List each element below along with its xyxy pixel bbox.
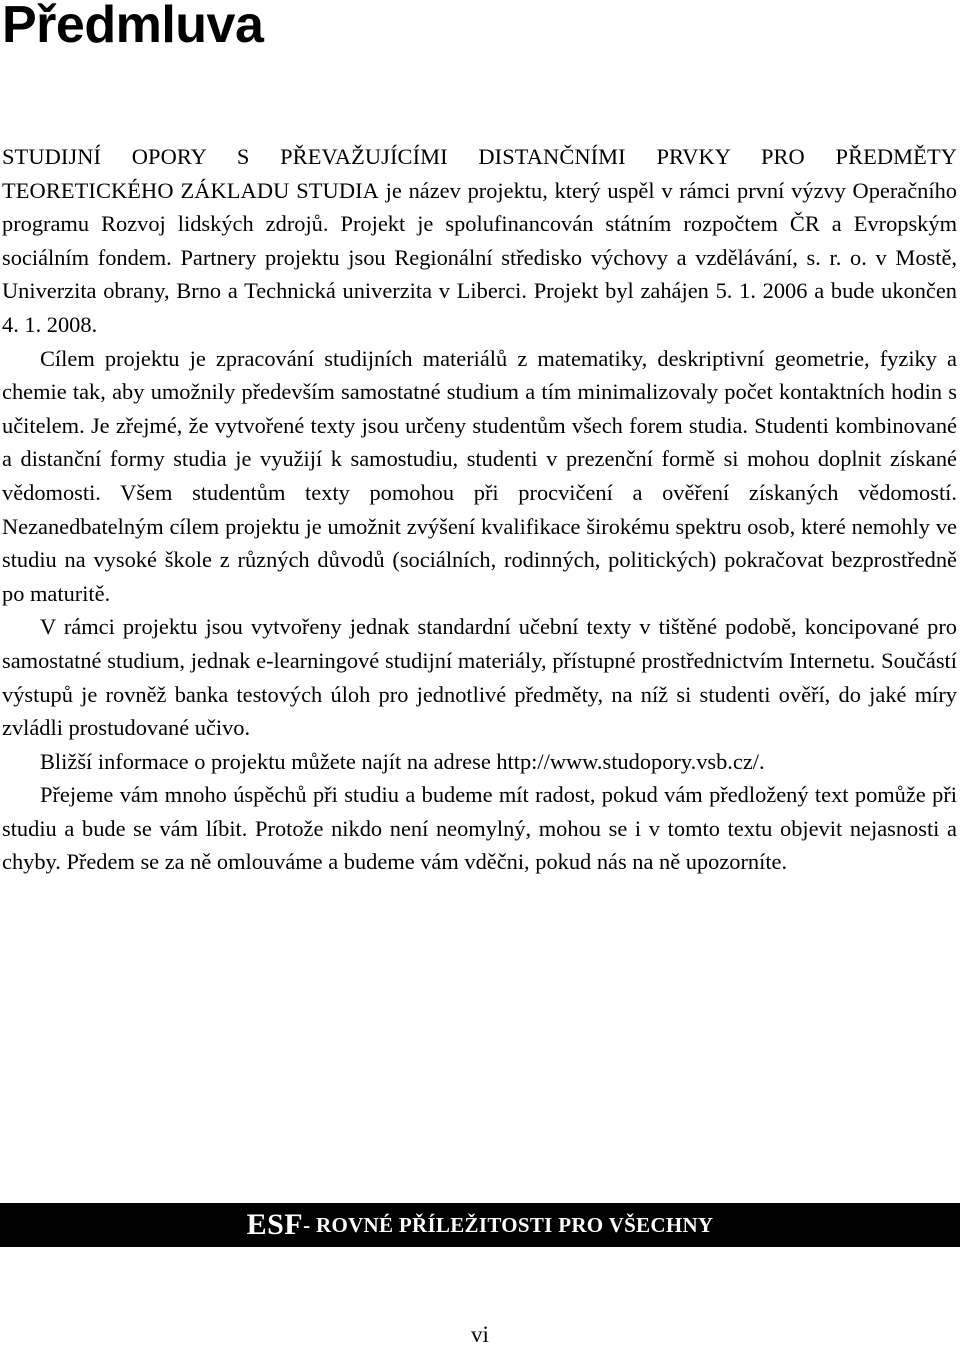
paragraph-project-goal: Cílem projektu je zpracování studijních materiálů z matematiky, deskriptivní geometrie, fyziky a chemie tak, aby umožnily především samostatné studium a tím minimalizovaly počet kontaktních hodin s učitelem. Je zřejmé, že vytvořené texty jsou určeny studentům všech forem studia. Studenti kombinované a distanční formy studia je využijí k samostudiu, studenti v prezenční formě si mohou doplnit získané vědomosti. Všem studentům texty pomohou při procvičení a ověření získaných vědomostí. Nezanedbatelným cílem projektu je umožnit zvýšení kvalifikace širokému spektru osob, které nemohly ve studiu na vysoké škole z různých důvodů (sociálních, rodinných, politických) pokračovat bezprostředně po maturitě. (2, 345, 957, 606)
paragraph-materials: V rámci projektu jsou vytvořeny jednak standardní učební texty v tištěné podobě, koncipované pro samostatné studium, jednak e-learningové studijní materiály, přístupné prostřednictvím Internetu. Součástí výstupů je rovněž banka testových úloh pro jednotlivé předměty, na níž si studenti ověří, do jaké míry zvládli prostudované učivo. (2, 614, 957, 741)
project-intro-text: je název projektu, který uspěl v rámci první výzvy Operačního programu Rozvoj lidských zdrojů. Projekt je spolufinancován státním rozpočtem ČR a Evropským sociálním fondem. Partnery projektu jsou Regionální středisko výchovy a vzdělávání, s. r. o. v Mostě, Univerzita obrany, Brno a Technická univerzita v Liberci. Projekt byl zahájen 5. 1. 2006 a bude ukončen 4. 1. 2008. (2, 177, 957, 337)
esf-label: ESF (246, 1208, 304, 1241)
page-title: Předmluva (2, 0, 264, 54)
preface-body (2, 140, 957, 879)
esf-slogan: - ROVNÉ PŘÍLEŽITOSTI PRO VŠECHNY (303, 1212, 714, 1237)
paragraph-project-intro (2, 140, 957, 342)
esf-banner (0, 1203, 960, 1247)
project-name-caps: STUDIJNÍ OPORY S PŘEVAŽUJÍCÍMI DISTANČNÍMI PRVKY PRO PŘEDMĚTY TEORETICKÉHO ZÁKLADU STUDIA (2, 144, 957, 203)
paragraph-closing: Přejeme vám mnoho úspěchů při studiu a budeme mít radost, pokud vám předložený text pomůže při studiu a bude se vám líbit. Protože nikdo není neomylný, mohou se i v tomto textu objevit nejasnosti a chyby. Předem se za ně omlouváme a budeme vám vděčni, pokud nás na ně upozorníte. (2, 782, 957, 875)
page-number: vi (471, 1322, 489, 1347)
paragraph-more-info: Bližší informace o projektu můžete najít na adrese http://www.studopory.vsb.cz/. (40, 748, 765, 774)
